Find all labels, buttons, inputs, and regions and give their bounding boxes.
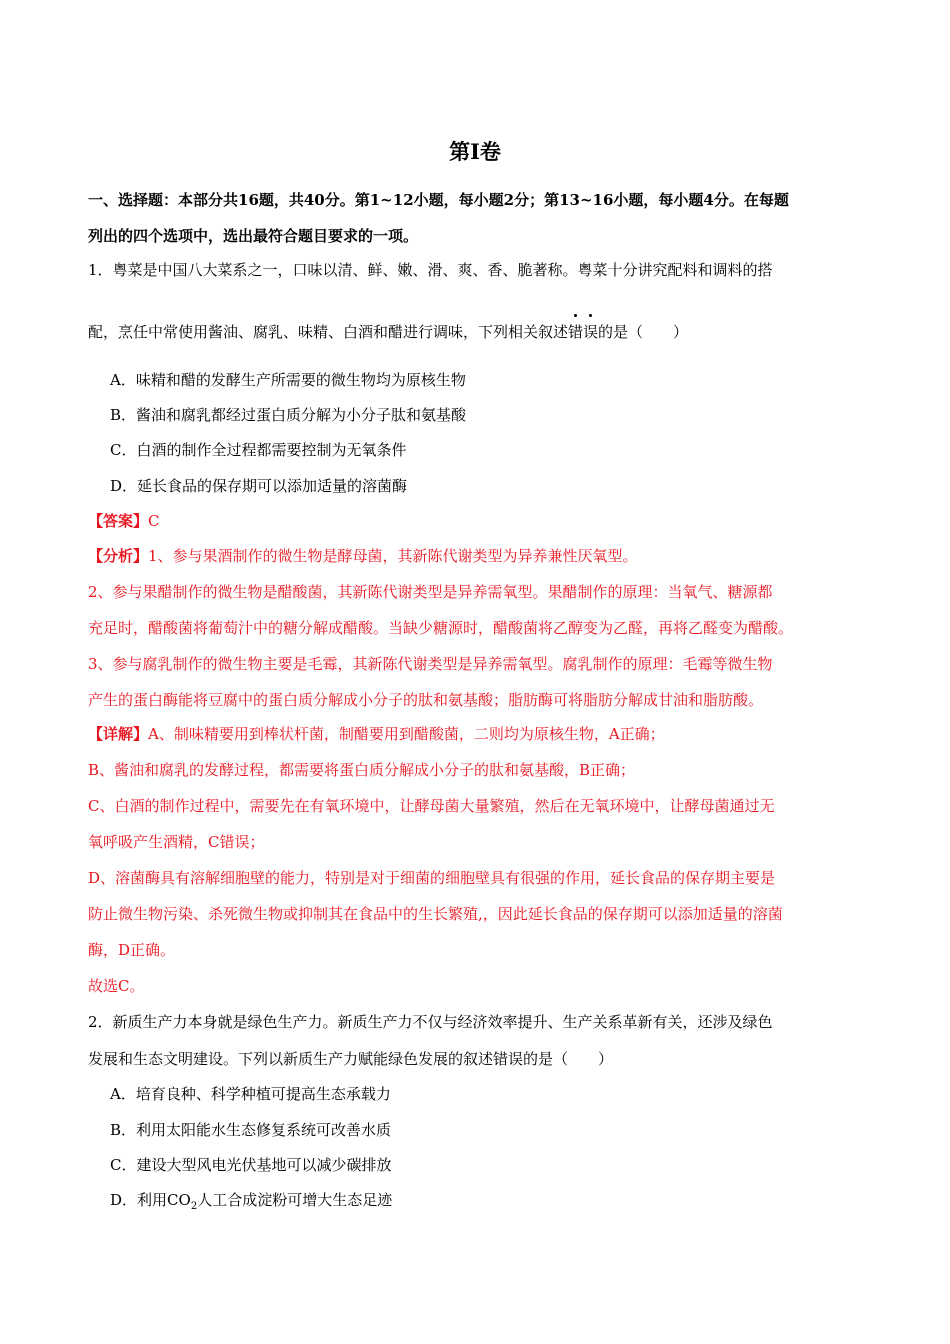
detail-label: 【详解】 xyxy=(88,725,149,743)
answer-value: C xyxy=(148,512,160,530)
q1-analysis-line: 产生的蛋白酶能将豆腐中的蛋白质分解成小分子的肽和氨基酸；脂肪酶可将脂肪分解成甘油和脂肪酸。 xyxy=(88,691,764,709)
q1-stem-text: 配，烹任中常使用酱油、腐乳、味精、白酒和醋进行调味，下列相关叙述 xyxy=(88,323,569,341)
q2-option-a: A．培育良种、科学种植可提高生态承载力 xyxy=(110,1085,391,1103)
q1-analysis-line xyxy=(88,546,868,566)
q1-option-c: C．白酒的制作全过程都需要控制为无氧条件 xyxy=(110,441,407,459)
q1-analysis-line: 充足时，醋酸菌将葡萄汁中的糖分解成醋酸。当缺少糖源时，醋酸菌将乙醇变为乙醛，再将乙醛变为醋酸。 xyxy=(88,619,794,637)
q1-stem-line-1: 1．粤菜是中国八大菜系之一，口味以清、鲜、嫩、滑、爽、香、脆著称。粤菜十分讲究配料和调料的搭 xyxy=(88,261,773,279)
q1-detail-line: B、酱油和腐乳的发酵过程，都需要将蛋白质分解成小分子的肽和氨基酸，B正确； xyxy=(88,761,636,779)
q1-conclusion: 故选C。 xyxy=(88,977,145,995)
section-instruction-line-1: 一、选择题：本部分共16题，共40分。第1~12小题，每小题2分；第13~16小题，每小题4分。在每题 xyxy=(88,191,789,209)
analysis-label: 【分析】 xyxy=(88,547,149,565)
q2-option-d-text: 人工合成淀粉可增大生态足迹 xyxy=(197,1191,393,1209)
q1-detail-line xyxy=(88,724,868,744)
q2-stem-line-1: 2．新质生产力本身就是绿色生产力。新质生产力不仅与经济效率提升、生产关系革新有关，还涉及绿色 xyxy=(88,1013,773,1031)
q1-option-b: B．酱油和腐乳都经过蛋白质分解为小分子肽和氨基酸 xyxy=(110,406,467,424)
q1-analysis-line: 3、参与腐乳制作的微生物主要是毛霉，其新陈代谢类型是异养需氧型。腐乳制作的原理：毛霉等微生物 xyxy=(88,655,773,673)
q1-detail-line: C、白酒的制作过程中，需要先在有氧环境中，让酵母菌大量繁殖，然后在无氧环境中，让酵母菌通过无 xyxy=(88,797,775,815)
q1-stem-line-2 xyxy=(88,322,868,342)
q1-analysis-line: 2、参与果醋制作的微生物是醋酸菌，其新陈代谢类型是异养需氧型。果醋制作的原理：当氧气、糖源都 xyxy=(88,583,773,601)
analysis-text: 1、参与果酒制作的微生物是酵母菌，其新陈代谢类型为异养兼性厌氧型。 xyxy=(148,547,638,565)
q1-option-d: D．延长食品的保存期可以添加适量的溶菌酶 xyxy=(110,477,408,495)
page-title: 第Ⅰ卷 xyxy=(449,139,501,164)
subscript: 2 xyxy=(190,1201,198,1212)
answer-label: 【答案】 xyxy=(88,512,149,530)
q2-option-d xyxy=(110,1190,890,1210)
detail-text: A、制味精要用到棒状杆菌，制醋要用到醋酸菌，二则均为原核生物，A正确； xyxy=(148,725,665,743)
section-instruction-line-2: 列出的四个选项中，选出最符合题目要求的一项。 xyxy=(88,227,419,245)
emphasis-dot-char: 错 xyxy=(568,323,584,341)
q2-option-b: B．利用太阳能水生态修复系统可改善水质 xyxy=(110,1121,392,1139)
q1-detail-line: 防止微生物污染、杀死微生物或抑制其在食品中的生长繁殖,，因此延长食品的保存期可以添加适量的溶菌 xyxy=(88,905,783,923)
q2-option-c: C．建设大型风电光伏基地可以减少碳排放 xyxy=(110,1156,392,1174)
q2-stem-line-2: 发展和生态文明建设。下列以新质生产力赋能绿色发展的叙述错误的是（ ） xyxy=(88,1050,614,1068)
q2-option-d-text: D．利用CO xyxy=(110,1191,191,1209)
q1-stem-bracket: 的是（ ） xyxy=(598,323,689,341)
q1-detail-line: D、溶菌酶具有溶解细胞壁的能力，特别是对于细菌的细胞壁具有很强的作用，延长食品的保存期主要是 xyxy=(88,869,776,887)
q1-answer xyxy=(88,511,868,531)
q1-option-a: A．味精和醋的发酵生产所需要的微生物均为原核生物 xyxy=(110,371,466,389)
emphasis-dot-char: 误 xyxy=(583,323,599,341)
q1-detail-line: 酶，D正确。 xyxy=(88,941,176,959)
q1-detail-line: 氧呼吸产生酒精，C错误； xyxy=(88,833,265,851)
